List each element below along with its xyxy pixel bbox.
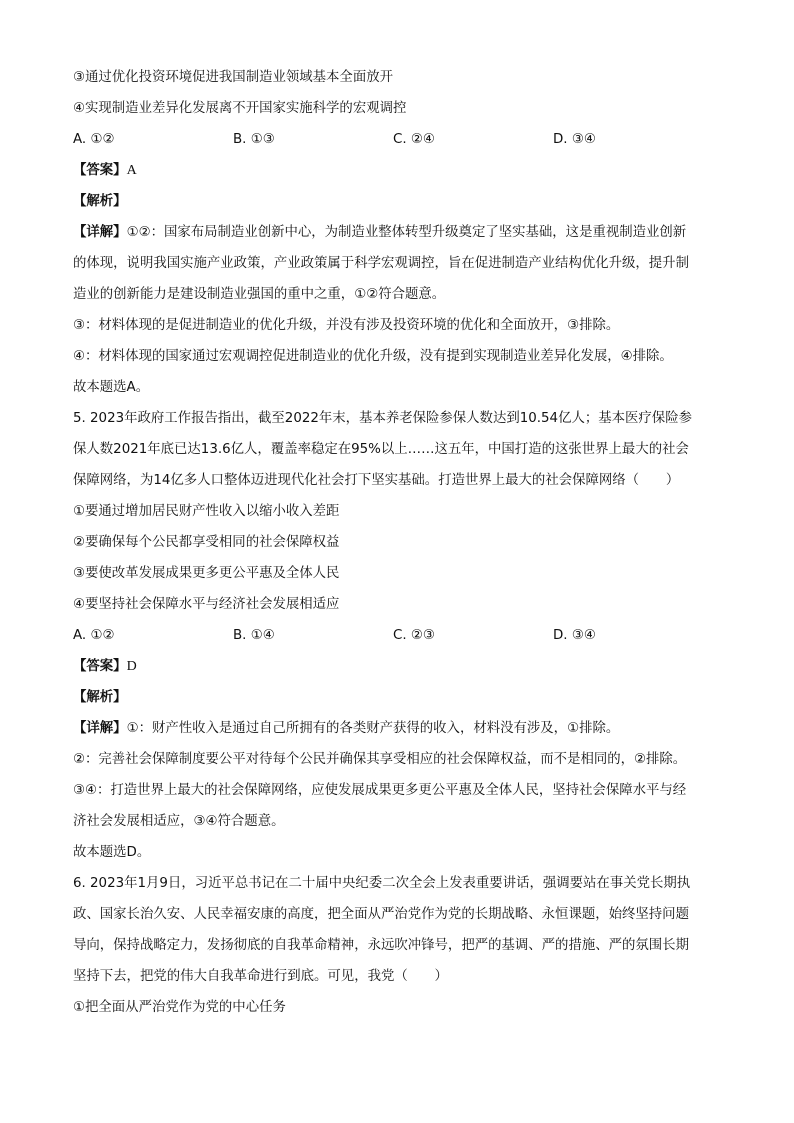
q5-detail-line-3: ③④：打造世界上最大的社会保障网络，应使发展成果更多更公平惠及全体人民，坚持社会保障水平与经 bbox=[73, 783, 687, 798]
q5-detail-line-4: 济社会发展相适应，③④符合题意。 bbox=[73, 814, 285, 829]
q4-choices bbox=[73, 124, 723, 155]
q4-detail-line-1 bbox=[73, 217, 723, 248]
answer-tag: 【答案】 bbox=[73, 659, 127, 674]
q5-option-1: ①要通过增加居民财产性收入以缩小收入差距 bbox=[73, 504, 340, 519]
answer-value: A bbox=[126, 163, 137, 178]
answer-value: D bbox=[126, 659, 137, 674]
q6-stem-line-3: 导向，保持战略定力，发扬彻底的自我革命精神，永远吹冲锋号，把严的基调、严的措施、严的氛围长期 bbox=[73, 938, 689, 953]
q4-conclusion: 故本题选A。 bbox=[73, 380, 150, 395]
q5-option-3: ③要使改革发展成果更多更公平惠及全体人民 bbox=[73, 566, 340, 581]
q6-stem-line-4: 坚持下去，把党的伟大自我革命进行到底。可见，我党（ ） bbox=[73, 969, 448, 984]
q5-choices bbox=[73, 620, 723, 651]
q6-stem-line-1: 6. 2023年1月9日，习近平总书记在二十届中央纪委二次全会上发表重要讲话，强调要站在事关党长期执 bbox=[73, 876, 691, 891]
q4-detail-line-3: 造业的创新能力是建设制造业强国的重中之重，①②符合题意。 bbox=[73, 287, 446, 302]
detail-text: ①②：国家布局制造业创新中心，为制造业整体转型升级奠定了坚实基础，这是重视制造业创新 bbox=[126, 225, 687, 240]
q5-stem-line-3: 保障网络，为14亿多人口整体迈进现代化社会打下坚实基础。打造世界上最大的社会保障网络（ ） bbox=[73, 473, 680, 488]
q5-choice-b: B. ①④ bbox=[233, 628, 275, 643]
q6-option-1: ①把全面从严治党作为党的中心任务 bbox=[73, 1000, 286, 1015]
q5-analysis-tag: 【解析】 bbox=[73, 690, 127, 705]
q5-choice-a: A. ①② bbox=[73, 628, 115, 643]
answer-tag: 【答案】 bbox=[73, 163, 127, 178]
q4-detail-line-4: ③：材料体现的是促进制造业的优化升级，并没有涉及投资环境的优化和全面放开，③排除。 bbox=[73, 318, 620, 333]
detail-tag: 【详解】 bbox=[73, 721, 127, 736]
q5-detail-line-1 bbox=[73, 713, 723, 744]
q5-detail-line-2: ②：完善社会保障制度要公平对待每个公民并确保其享受相应的社会保障权益，而不是相同的，②排除。 bbox=[73, 752, 687, 767]
q5-option-4: ④要坚持社会保障水平与经济社会发展相适应 bbox=[73, 597, 340, 612]
detail-tag: 【详解】 bbox=[73, 225, 127, 240]
q4-choice-b: B. ①③ bbox=[233, 132, 275, 147]
q5-stem-line-1: 5. 2023年政府工作报告指出，截至2022年末，基本养老保险参保人数达到10.54亿人；基本医疗保险参 bbox=[73, 411, 692, 426]
q4-analysis-tag: 【解析】 bbox=[73, 194, 127, 209]
q6-stem-line-2: 政、国家长治久安、人民幸福安康的高度，把全面从严治党作为党的长期战略、永恒课题，始终坚持问题 bbox=[73, 907, 689, 922]
q5-stem-line-2: 保人数2021年底已达13.6亿人，覆盖率稳定在95%以上……这五年，中国打造的这张世界上最大的社会 bbox=[73, 442, 689, 457]
q5-conclusion: 故本题选D。 bbox=[73, 845, 151, 860]
q4-detail-line-5: ④：材料体现的国家通过宏观调控促进制造业的优化升级，没有提到实现制造业差异化发展，④排除。 bbox=[73, 349, 673, 364]
detail-text: ①：财产性收入是通过自己所拥有的各类财产获得的收入，材料没有涉及，①排除。 bbox=[126, 721, 620, 736]
document-page bbox=[73, 62, 723, 1023]
q5-option-2: ②要确保每个公民都享受相同的社会保障权益 bbox=[73, 535, 340, 550]
q5-choice-c: C. ②③ bbox=[393, 628, 435, 643]
q5-answer bbox=[73, 651, 723, 682]
q4-answer bbox=[73, 155, 723, 186]
q4-choice-c: C. ②④ bbox=[393, 132, 435, 147]
q4-detail-line-2: 的体现，说明我国实施产业政策，产业政策属于科学宏观调控，旨在促进制造产业结构优化升级，提升制 bbox=[73, 256, 689, 271]
q4-choice-a: A. ①② bbox=[73, 132, 115, 147]
q4-option-3: ③通过优化投资环境促进我国制造业领域基本全面放开 bbox=[73, 70, 393, 85]
q5-choice-d: D. ③④ bbox=[553, 628, 596, 643]
q4-choice-d: D. ③④ bbox=[553, 132, 596, 147]
q4-option-4: ④实现制造业差异化发展离不开国家实施科学的宏观调控 bbox=[73, 101, 407, 116]
